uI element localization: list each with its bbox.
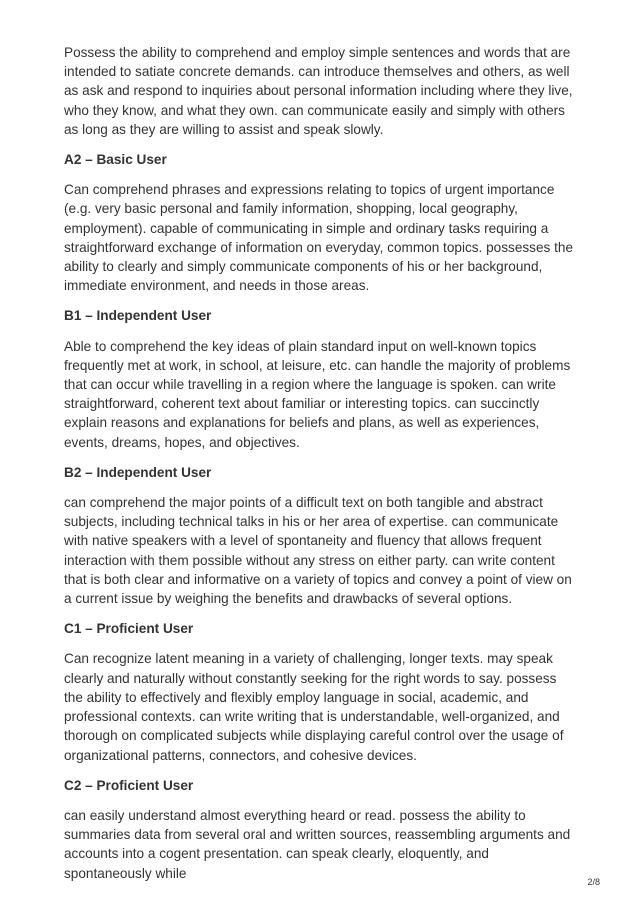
document-body	[64, 43, 576, 894]
heading-a2: A2 – Basic User	[64, 152, 167, 168]
b2-description: can comprehend the major points of a difficult text on both tangible and abstract subjects, including technical talks in his or her area of expertise. can communicate with native speakers with a level of spontaneity and fluency that allows frequent interaction with them possible without any stress on either party. can write content that is both clear and informative on a variety of topics and convey a point of view on a current issue by weighing the benefits and drawbacks of several options.	[64, 495, 572, 607]
heading-b1: B1 – Independent User	[64, 308, 212, 324]
c1-description: Can recognize latent meaning in a variety of challenging, longer texts. may speak clearly and naturally without constantly seeking for the right words to say. possess the ability to effectively and flexibly employ language in social, academic, and professional contexts. can write writing that is understandable, well-organized, and thorough on complicated subjects while displaying careful control over the usage of organizational patterns, connectors, and cohesive devices.	[64, 651, 564, 763]
b1-description: Able to comprehend the key ideas of plain standard input on well-known topics frequently met at work, in school, at leisure, etc. can handle the majority of problems that can occur while travelling in a region where the language is spoken. can write straightforward, coherent text about familiar or interesting topics. can succinctly explain reasons and explanations for beliefs and plans, as well as experiences, events, dreams, hopes, and objectives.	[64, 338, 571, 450]
heading-b2: B2 – Independent User	[64, 464, 212, 480]
heading-c2: C2 – Proficient User	[64, 777, 194, 793]
heading-c1: C1 – Proficient User	[64, 621, 194, 637]
page-number: 2/8	[587, 877, 600, 887]
c2-description: can easily understand almost everything heard or read. possess the ability to summaries data from several oral and written sources, reassembling arguments and accounts into a cogent presentation. can speak clearly, eloquently, and spontaneously while	[64, 807, 571, 881]
a2-description: Can comprehend phrases and expressions relating to topics of urgent importance (e.g. very basic personal and family information, shopping, local geography, employment). capable of communicating in simple and ordinary tasks requiring a straightforward exchange of information on everyday, common topics. possesses the ability to clearly and simply communicate components of his or her background, immediate environment, and needs in those areas.	[64, 182, 574, 294]
a1-description: Possess the ability to comprehend and employ simple sentences and words that are intended to satiate concrete demands. can introduce themselves and others, as well as ask and respond to inquiries about personal information including where they live, who they know, and what they own. can communicate easily and simply with others as long as they are willing to assist and speak slowly.	[64, 45, 573, 137]
